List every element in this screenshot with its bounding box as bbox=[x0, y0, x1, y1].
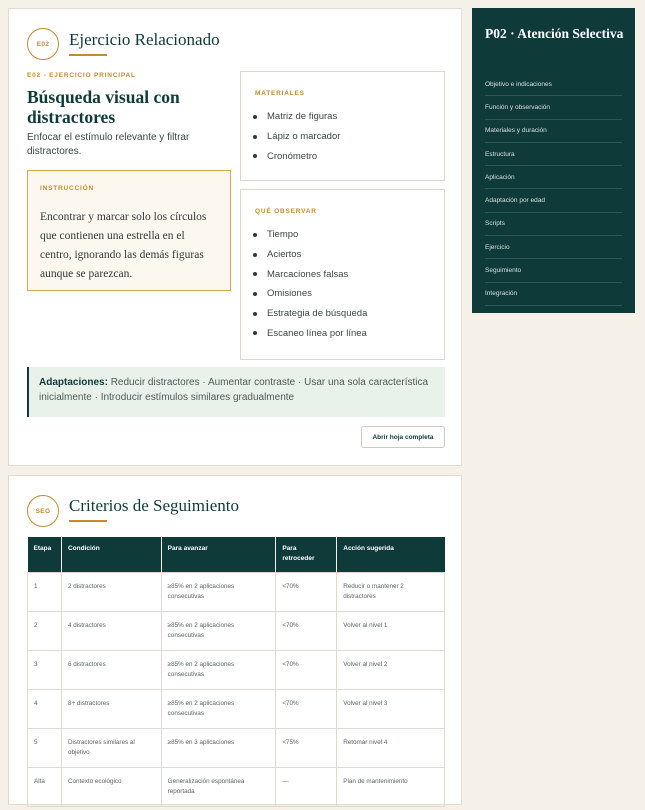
tracking-badge: SEG bbox=[27, 495, 59, 527]
sidebar-item-seguimiento[interactable]: Seguimiento bbox=[485, 259, 622, 282]
instruction-box bbox=[27, 170, 231, 291]
table-cell: 8+ distractores bbox=[61, 689, 161, 728]
instruction-label: INSTRUCCIÓN bbox=[40, 185, 94, 192]
table-row bbox=[28, 650, 445, 689]
sidebar-item-estructura[interactable]: Estructura bbox=[485, 143, 622, 166]
list-item: Aciertos bbox=[253, 245, 367, 265]
table-row bbox=[28, 572, 445, 611]
table-row bbox=[28, 767, 445, 806]
list-item: Omisiones bbox=[253, 284, 367, 304]
table-cell: 3 bbox=[28, 650, 62, 689]
table-cell: <70% bbox=[276, 572, 337, 611]
sidebar-item-scripts[interactable]: Scripts bbox=[485, 213, 622, 236]
sidebar-item-materiales[interactable]: Materiales y duración bbox=[485, 120, 622, 143]
table-row bbox=[28, 689, 445, 728]
list-item: Escaneo línea por línea bbox=[253, 323, 367, 343]
table-cell: <70% bbox=[276, 650, 337, 689]
header-cell: Condición bbox=[61, 537, 161, 572]
sidebar-item-funcion[interactable]: Función y observación bbox=[485, 96, 622, 119]
sidebar-item-integracion[interactable]: Integración bbox=[485, 283, 622, 306]
list-item: Lápiz o marcador bbox=[253, 127, 340, 147]
table-cell: 2 distractores bbox=[61, 572, 161, 611]
list-item: Cronómetro bbox=[253, 146, 340, 166]
exercise-kicker: E02 - EJERCICIO PRINCIPAL bbox=[27, 72, 136, 79]
exercise-section-title: Ejercicio Relacionado bbox=[69, 30, 220, 49]
list-item: Estrategia de búsqueda bbox=[253, 304, 367, 324]
section-title-rule bbox=[69, 520, 107, 522]
tracking-card bbox=[8, 475, 462, 805]
list-item: Marcaciones falsas bbox=[253, 264, 367, 284]
exercise-title: Búsqueda visual con distractores bbox=[27, 87, 180, 127]
table-cell: ≥85% en 2 aplicaciones consecutivas bbox=[161, 650, 276, 689]
adaptations-text bbox=[39, 375, 429, 405]
table-row bbox=[28, 728, 445, 767]
table-cell: Alta bbox=[28, 767, 62, 806]
table-cell: ≥85% en 2 aplicaciones consecutivas bbox=[161, 572, 276, 611]
materials-box bbox=[240, 71, 445, 181]
header-cell: Para retroceder bbox=[276, 537, 337, 572]
sidebar-nav bbox=[472, 8, 635, 313]
open-sheet-button[interactable]: Abrir hoja completa bbox=[361, 426, 445, 448]
materials-list bbox=[253, 107, 340, 166]
table-cell: Volver al nivel 1 bbox=[337, 611, 445, 650]
table-header-row bbox=[28, 537, 445, 572]
observe-label: QUÉ OBSERVAR bbox=[255, 208, 317, 215]
table-cell: 5 bbox=[28, 728, 62, 767]
exercise-badge: E02 bbox=[27, 28, 59, 60]
table-cell: Generalización espontánea reportada bbox=[161, 767, 276, 806]
sidebar-item-ejercicio[interactable]: Ejercicio bbox=[485, 236, 622, 259]
table-cell: ≥85% en 2 aplicaciones consecutivas bbox=[161, 689, 276, 728]
table-cell: <70% bbox=[276, 611, 337, 650]
table-cell: Volver al nivel 3 bbox=[337, 689, 445, 728]
exercise-subtitle: Enfocar el estímulo relevante y filtrar distractores. bbox=[27, 132, 190, 157]
adaptations-label: Adaptaciones: bbox=[39, 377, 108, 388]
instruction-text: Encontrar y marcar solo los círculos que contienen una estrella en el centro, ignorando las demás figuras aunque se parezcan. bbox=[40, 211, 207, 280]
table-cell: Contexto ecológico bbox=[61, 767, 161, 806]
header-cell: Acción sugerida bbox=[337, 537, 445, 572]
adaptations-content: Reducir distractores · Aumentar contraste · Usar una sola característica inicialmente · Introducir estímulos similares gradualmente bbox=[39, 377, 429, 403]
table-cell: 4 bbox=[28, 689, 62, 728]
table-cell: 2 bbox=[28, 611, 62, 650]
sidebar-item-objetivo[interactable]: Objetivo e indicaciones bbox=[485, 73, 622, 96]
table-row bbox=[28, 611, 445, 650]
sidebar-title: P02 · Atención Selectiva bbox=[485, 26, 624, 41]
list-item: Matriz de figuras bbox=[253, 107, 340, 127]
header-cell: Etapa bbox=[28, 537, 62, 572]
table-cell: ≥85% en 2 aplicaciones consecutivas bbox=[161, 611, 276, 650]
table-cell: ≥85% en 3 aplicaciones bbox=[161, 728, 276, 767]
section-title-rule bbox=[69, 54, 107, 56]
observe-box bbox=[240, 189, 445, 360]
tracking-table bbox=[27, 537, 445, 807]
materials-label: MATERIALES bbox=[255, 90, 305, 97]
table-cell: Distractores similares al objetivo bbox=[61, 728, 161, 767]
header-cell: Para avanzar bbox=[161, 537, 276, 572]
table-cell: — bbox=[276, 767, 337, 806]
sidebar-list bbox=[485, 73, 622, 306]
table-cell: 4 distractores bbox=[61, 611, 161, 650]
table-cell: <75% bbox=[276, 728, 337, 767]
table-cell: <70% bbox=[276, 689, 337, 728]
list-item: Tiempo bbox=[253, 225, 367, 245]
tracking-section-title: Criterios de Seguimiento bbox=[69, 496, 239, 515]
observe-list bbox=[253, 225, 367, 343]
table-cell: Volver al nivel 2 bbox=[337, 650, 445, 689]
table-cell: Reducir o mantener 2 distractores bbox=[337, 572, 445, 611]
exercise-card bbox=[8, 8, 462, 466]
table-cell: Plan de mantenimiento bbox=[337, 767, 445, 806]
adaptations-box bbox=[27, 367, 445, 417]
sidebar-item-aplicacion[interactable]: Aplicación bbox=[485, 166, 622, 189]
table-cell: 1 bbox=[28, 572, 62, 611]
table-cell: Retomar nivel 4 bbox=[337, 728, 445, 767]
table-cell: 6 distractores bbox=[61, 650, 161, 689]
sidebar-item-adaptacion[interactable]: Adaptación por edad bbox=[485, 189, 622, 212]
